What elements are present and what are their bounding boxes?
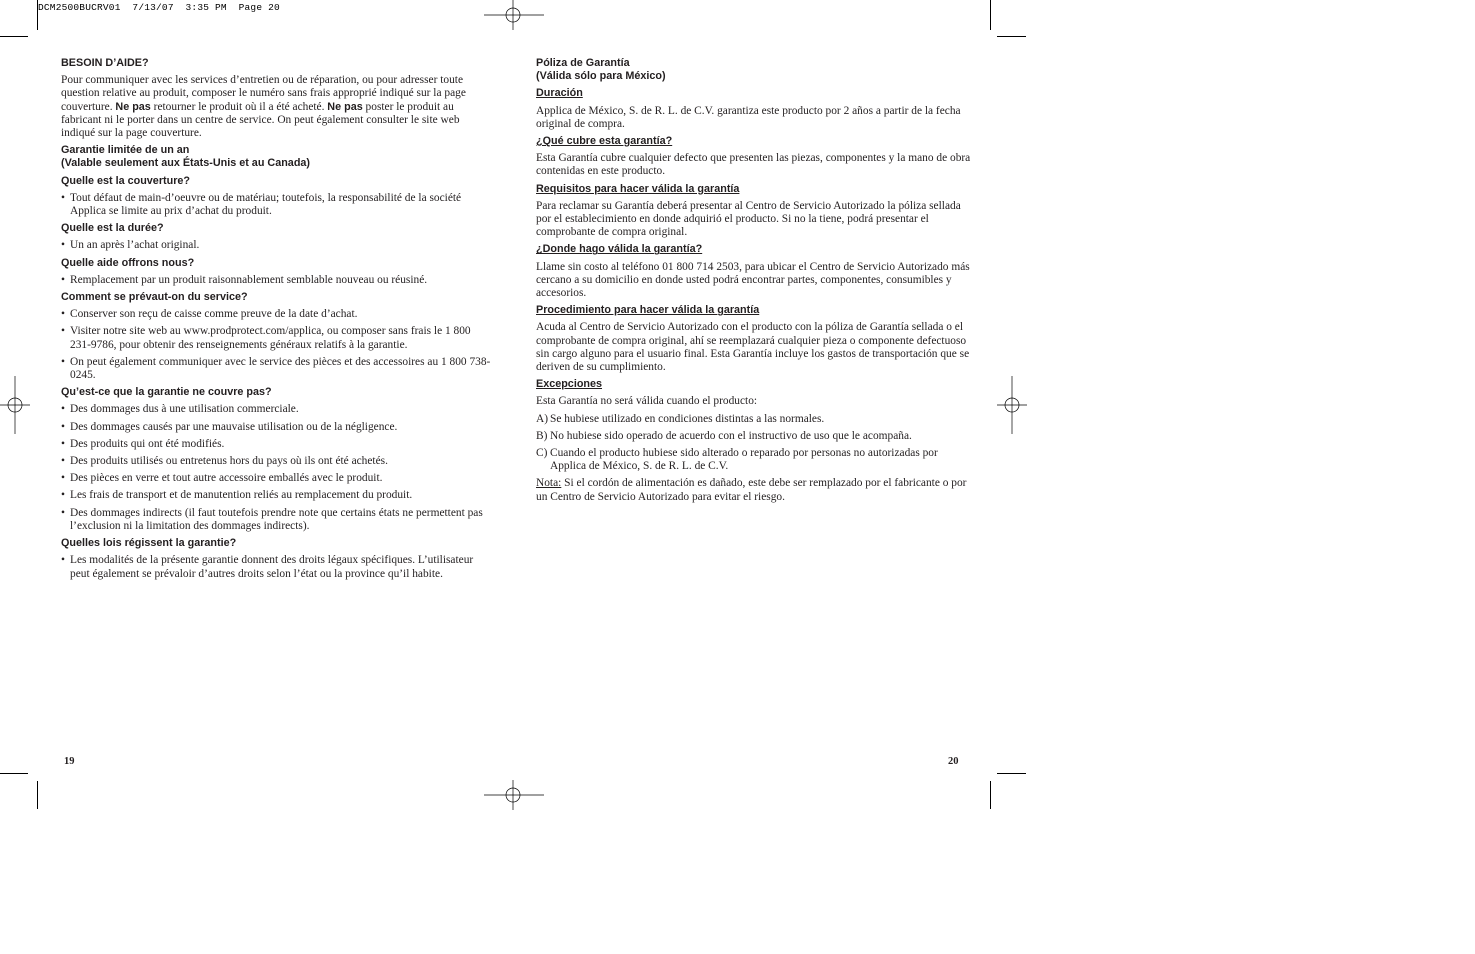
intro-text: Pour communiquer avec les services d’entretien ou de réparation, ou pour adresser toute question relative au produit, composer le numéro sans frais approprié indiqué sur la page couverture. [61,74,466,113]
question-heading: Quelle aide offrons nous? [61,256,195,269]
section-title: BESOIN D’AIDE? [61,57,149,69]
policy-title-line: (Válida sólo para México) [536,70,666,83]
section-paragraph: Llame sin costo al teléfono 01 800 714 2503, para ubicar el Centro de Servicio Autorizado más cercano a su domicilio en donde usted podrá encontrar partes, componentes, consumibles y accesorios. [536,260,970,300]
registration-mark-icon [997,376,1027,434]
crop-mark [37,781,38,809]
intro-text: poster le produit au fabricant ni le porter dans un centre de service. On peut également consulter le site web indiqué sur la page couverture. [61,100,460,140]
policy-title [536,57,976,83]
policy-title-line: Póliza de Garantía [536,57,630,69]
intro-paragraph [61,74,493,140]
note-text: Si el cordón de alimentación es dañado, este debe ser remplazado por el fabricante o por un Centro de Servicio Autorizado para evitar el riesgo. [536,477,967,503]
question-heading: Quelle est la couverture? [61,174,191,187]
section-heading: Excepciones [536,378,603,391]
section-paragraph: Esta Garantía cubre cualquier defecto que presenten las piezas, componentes y la mano de obra contenidas en este producto. [536,152,971,178]
crop-mark [37,0,38,30]
exception-item [536,447,976,473]
exception-letter: A) [536,412,549,425]
question-heading: Quelle est la durée? [61,222,164,235]
spanish-warranty-column [536,57,976,504]
intro-bold: Ne pas [327,100,363,113]
page-number-left: 19 [64,756,75,767]
answer-bullet: • Tout défaut de main-d’oeuvre ou de matériau; toutefois, la responsabilité de la société Applica se limite au prix d’achat du produit. [61,192,493,218]
intro-text: retourner le produit où il a été acheté. [150,100,328,113]
exception-letter: C) [536,447,548,460]
registration-mark-icon [0,376,30,434]
answer-bullet: • Des produits utilisés ou entretenus hors du pays où ils ont été achetés. [61,455,493,468]
answer-bullet: • Conserver son reçu de caisse comme preuve de la date d’achat. [61,308,493,321]
exception-text: Cuando el producto hubiese sido alterado o reparado por personas no autorizadas por Applica de México, S. de R. L. de C.V. [550,447,938,473]
answer-bullet: • Des pièces en verre et tout autre accessoire emballés avec le produit. [61,472,493,485]
crop-mark [997,36,1026,37]
section-heading: ¿Donde hago válida la garantía? [536,243,703,256]
crop-mark [990,781,991,809]
answer-bullet: • Des dommages indirects (il faut toutefois prendre note que certains états ne permettent pas l’exclusion ni la limitation des dommages indirects). [61,507,493,533]
section-heading: Procedimiento para hacer válida la garantía [536,304,760,317]
crop-mark [997,773,1026,774]
section-heading: Duración [536,87,583,100]
french-warranty-column [61,57,493,581]
warranty-title-line: Garantie limitée de un an [61,144,190,157]
question-heading: Qu’est-ce que la garantie ne couvre pas? [61,386,272,399]
crop-mark [0,773,28,774]
answer-bullet: • Des dommages dus à une utilisation commerciale. [61,403,493,416]
exception-item [536,413,976,426]
answer-bullet: • Un an après l’achat original. [61,239,493,252]
page-number-right: 20 [948,756,959,767]
section-paragraph: Acuda al Centro de Servicio Autorizado con el producto con la póliza de Garantía sellada o el comprobante de compra original, ahí se reemplazará cualquier pieza o componente defectuoso sin cargo alguno para el usuario final. Esta Garantía incluye los gastos de transportación que se deriven de su cumplimiento. [536,321,970,374]
question-heading: Quelles lois régissent la garantie? [61,537,237,550]
answer-bullet: • On peut également communiquer avec le service des pièces et des accessoires au 1 800 738-0245. [61,356,493,382]
section-paragraph: Para reclamar su Garantía deberá presentar al Centro de Servicio Autorizado la póliza sellada por el establecimiento en donde adquirió el producto. Si no la tiene, podrá presentar el comprobante de compra original. [536,199,961,239]
exception-text: No hubiese sido operado de acuerdo con el instructivo de uso que le acompaña. [550,429,912,442]
answer-bullet: • Des produits qui ont été modifiés. [61,438,493,451]
warranty-title-line: (Valable seulement aux États-Unis et au Canada) [61,157,311,170]
section-paragraph: Applica de México, S. de R. L. de C.V. garantiza este producto por 2 años a partir de la fecha original de compra. [536,104,961,130]
crop-mark [990,0,991,30]
answer-bullet: • Les modalités de la présente garantie donnent des droits légaux spécifiques. L’utilisateur peut également se prévaloir d’autres droits selon l’état ou la province qu’il habite. [61,554,493,580]
exception-item [536,430,976,443]
exception-letter: B) [536,429,548,442]
section-paragraph: Esta Garantía no será válida cuando el producto: [536,395,758,408]
note-paragraph [536,477,976,503]
print-slug: DCM2500BUCRV01 7/13/07 3:35 PM Page 20 [38,2,280,13]
answer-bullet: • Visiter notre site web au www.prodprotect.com/applica, ou composer sans frais le 1 800 231-9786, pour obtenir des renseignements généraux relatifs à la garantie. [61,325,493,351]
answer-bullet: • Remplacement par un produit raisonnablement semblable nouveau ou réusiné. [61,274,493,287]
registration-mark-icon [484,0,544,30]
crop-mark [0,36,28,37]
note-label: Nota: [536,477,562,490]
section-heading: Requisitos para hacer válida la garantía [536,182,740,195]
answer-bullet: • Des dommages causés par une mauvaise utilisation ou de la négligence. [61,421,493,434]
exception-text: Se hubiese utilizado en condiciones distintas a las normales. [550,412,825,425]
warranty-title [61,144,493,170]
question-heading: Comment se prévaut-on du service? [61,291,248,304]
registration-mark-icon [484,780,544,810]
answer-bullet: • Les frais de transport et de manutention reliés au remplacement du produit. [61,489,493,502]
section-heading: ¿Qué cubre esta garantía? [536,135,673,148]
intro-bold: Ne pas [115,100,151,113]
